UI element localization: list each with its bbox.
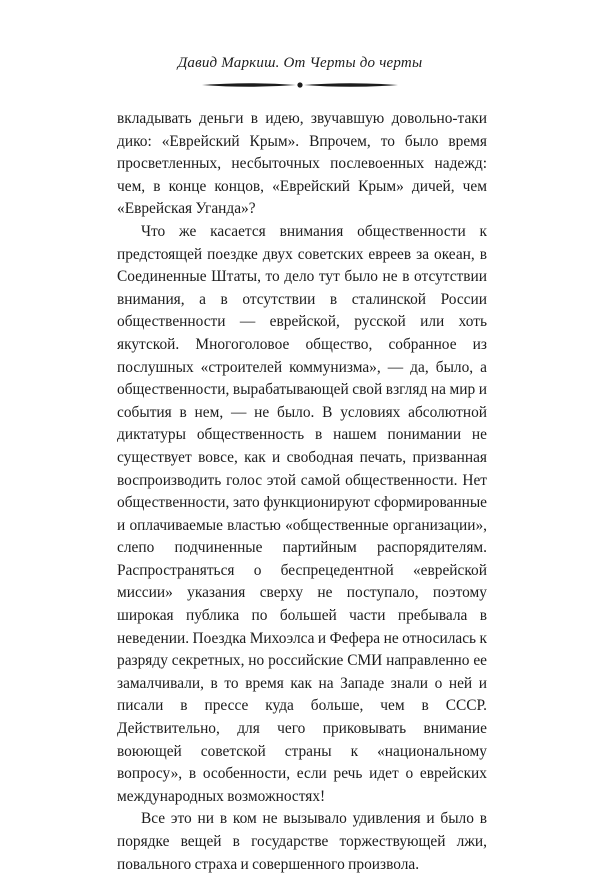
paragraph-continuation: вкладывать деньги в идею, звучавшую довольно-таки дико: «Еврейский Крым». Впрочем, то было время просветленных, несбыточных послевоенных надежд: чем, в конце концов, «Еврейский Крым» дичей, чем «Еврейская Уганда»? xyxy=(117,110,487,218)
body-text xyxy=(117,108,487,876)
paragraph-conclusion: Все это ни в ком не вызывало удивления и было в порядке вещей в государстве торжествующей лжи, повального страха и совершенного произвола. xyxy=(117,810,487,873)
header-ornament xyxy=(200,80,400,90)
paragraph-public-attention: Что же касается внимания общественности к предстоящей поездке двух советских евреев за океан, в Соединенные Штаты, то дело тут было не в отсутствии внимания, а в отсутствии в сталинской России общественности — еврейской, русской или хоть якутской. Многоголовое общество, собранное из послушных «строителей коммунизма», — да, было, а общественности, вырабатывающей свой взгляд на мир и события в нем, — не было. В условиях абсолютной диктатуры общественность в нашем понимании не существует вовсе, как и свободная печать, призванная воспроизводить голос этой самой общественности. Нет общественности, зато функционируют сформированные и оплачиваемые властью «общественные организации», слепо подчиненные партийным распорядителям. Распространяться о беспрецедентной «еврейской миссии» указания сверху не поступало, поэтому широкая публика по большей части пребывала в неведении. Поездка Михоэлса и Фефера не относилась к разряду секретных, но российские СМИ направленно ее замалчивали, в то время как на Западе знали о ней и писали в прессе куда больше, чем в СССР. Действительно, для чего приковывать внимание воюющей советской страны к «национальному вопросу», в особенности, если речь идет о еврейских международных возможностях! xyxy=(117,222,487,805)
running-header: Давид Маркиш. От Черты до черты xyxy=(177,55,423,71)
